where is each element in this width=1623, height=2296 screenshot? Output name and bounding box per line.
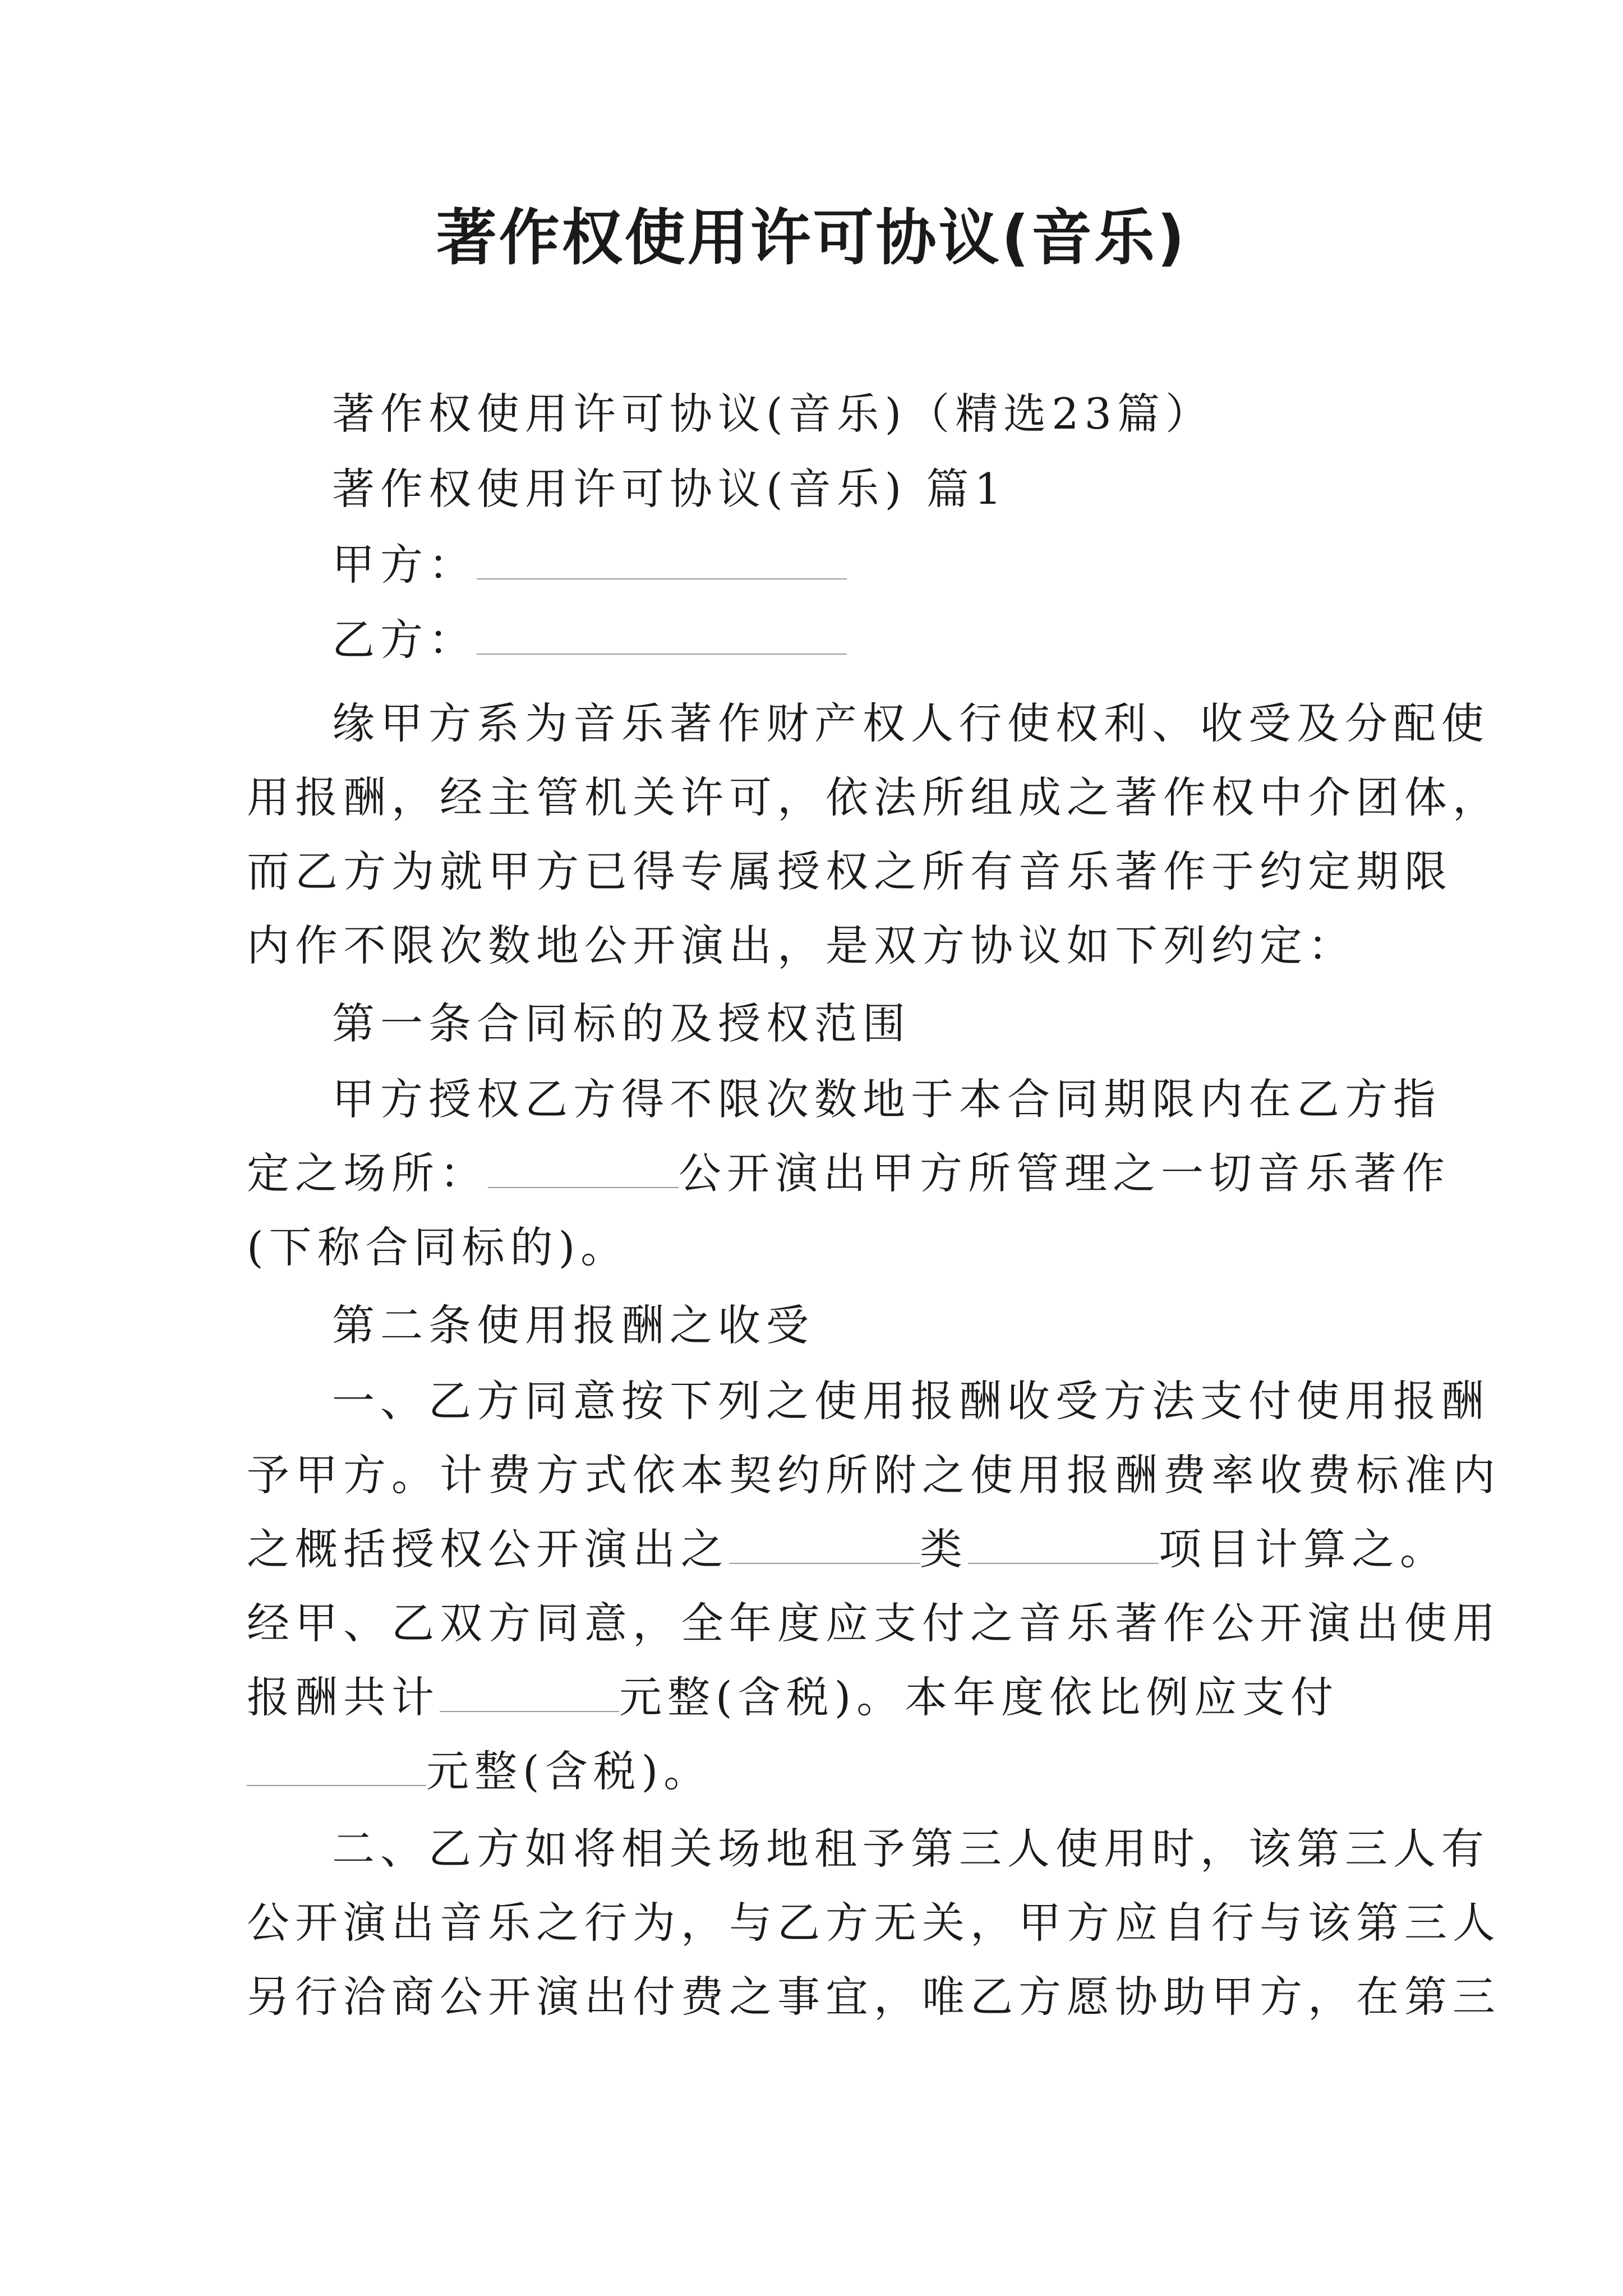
party-b-line (332, 612, 847, 668)
clause1-text: 公开演出甲方所管理之一切音乐著作 (679, 1148, 1450, 1198)
clause2-heading: 第二条使用报酬之收受 (332, 1300, 814, 1350)
preamble-line: 而乙方为就甲方已得专属授权之所有音乐著作于约定期限 (247, 846, 1453, 896)
venue-blank (488, 1148, 679, 1188)
clause2-item1-line: 一、乙方同意按下列之使用报酬收受方法支付使用报酬 (332, 1376, 1490, 1426)
clause1-text: 定之场所： (247, 1148, 488, 1198)
clause2-item1-line: 予甲方。计费方式依本契约所附之使用报酬费率收费标准内 (247, 1450, 1501, 1500)
party-a-line (332, 537, 847, 593)
clause2-text: 元整(含税)。 (426, 1746, 712, 1796)
clause2-text: 报酬共计 (247, 1672, 440, 1722)
clause2-item1-line (247, 1743, 712, 1800)
clause2-text: 元整(含税)。本年度依比例应支付 (619, 1672, 1339, 1722)
party-a-blank (477, 539, 847, 579)
preamble-line: 缘甲方系为音乐著作财产权人行使权利、收受及分配使 (332, 698, 1490, 748)
clause2-text: 项目计算之。 (1159, 1524, 1448, 1574)
party-a-label: 甲方： (332, 540, 477, 590)
clause2-item1-line: 经甲、乙双方同意，全年度应支付之音乐著作公开演出使用 (247, 1598, 1501, 1648)
clause2-item1-line (247, 1521, 1448, 1577)
clause2-item2-line: 公开演出音乐之行为，与乙方无关，甲方应自行与该第三人 (247, 1898, 1501, 1948)
clause2-item1-line (247, 1669, 1339, 1726)
document-title: 著作权使用许可协议(音乐) (436, 203, 1187, 273)
clause2-text: 之概括授权公开演出之 (247, 1524, 729, 1574)
party-b-blank (477, 614, 847, 655)
document-subtitle: 著作权使用许可协议(音乐)（精选23篇） (332, 389, 1214, 439)
clause1-heading: 第一条合同标的及授权范围 (332, 999, 911, 1048)
category-blank (729, 1524, 920, 1564)
annual-fee-blank (440, 1672, 619, 1712)
prorated-fee-blank (247, 1746, 426, 1786)
clause2-text: 类 (920, 1524, 968, 1574)
clause1-line: 甲方授权乙方得不限次数地于本合同期限内在乙方指 (332, 1074, 1441, 1124)
preamble-line: 用报酬，经主管机关许可，依法所组成之著作权中介团体， (247, 772, 1501, 822)
preamble-line: 内作不限次数地公开演出，是双方协议如下列约定： (247, 921, 1356, 970)
clause2-item2-line: 二、乙方如将相关场地租予第三人使用时，该第三人有 (332, 1824, 1490, 1874)
clause1-line: (下称合同标的)。 (247, 1222, 629, 1272)
party-b-label: 乙方： (332, 615, 477, 665)
item-blank (968, 1524, 1159, 1564)
clause1-line (247, 1145, 1450, 1202)
article-heading: 著作权使用许可协议(音乐) 篇1 (332, 464, 1007, 514)
clause2-item2-line: 另行洽商公开演出付费之事宜，唯乙方愿协助甲方，在第三 (247, 1972, 1501, 2022)
